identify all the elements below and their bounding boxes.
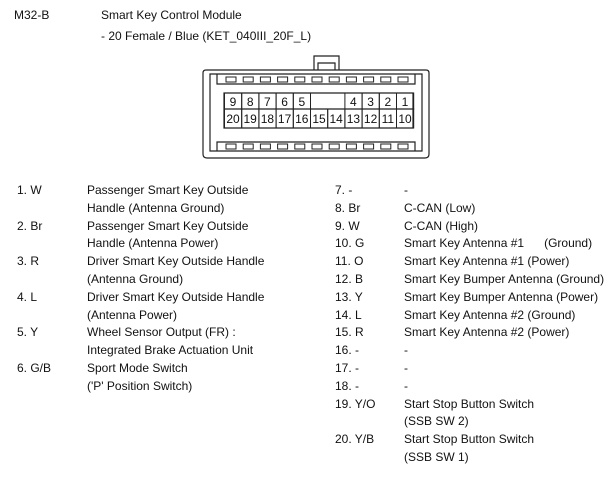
bottom-tooth bbox=[329, 144, 339, 149]
pin-id: 10. G bbox=[335, 236, 365, 251]
pin-number: 20 bbox=[226, 112, 240, 126]
pin-id: 16. - bbox=[335, 343, 360, 358]
module-title: Smart Key Control Module bbox=[101, 8, 242, 22]
connector-code: M32-B bbox=[14, 8, 50, 22]
pin-number: 2 bbox=[384, 95, 392, 109]
bottom-tooth bbox=[312, 144, 322, 149]
pin-description: ('P' Position Switch) bbox=[87, 378, 193, 393]
pin-description: Smart Key Antenna #2 (Ground) bbox=[404, 307, 576, 322]
connector-diagram bbox=[0, 0, 614, 170]
pin-description: Start Stop Button Switch bbox=[404, 432, 535, 447]
pin-number: 8 bbox=[246, 95, 254, 109]
pin-row bbox=[17, 289, 317, 307]
bottom-tooth bbox=[364, 144, 374, 149]
pin-description: Handle (Antenna Ground) bbox=[87, 200, 225, 215]
pin-description: - bbox=[404, 360, 408, 375]
pin-row bbox=[335, 182, 610, 200]
pin-id: 11. O bbox=[335, 254, 364, 269]
pin-description: C-CAN (High) bbox=[404, 218, 479, 233]
pin-row bbox=[335, 413, 610, 431]
pin-description: Smart Key Bumper Antenna (Ground) bbox=[404, 271, 605, 286]
pin-row bbox=[17, 360, 317, 378]
pin-row bbox=[335, 235, 610, 253]
top-tooth bbox=[226, 77, 236, 82]
pin-number: 14 bbox=[329, 112, 343, 126]
pin-id: 5. Y bbox=[17, 325, 39, 340]
pin-number: 7 bbox=[264, 95, 271, 109]
pin-id: 15. R bbox=[335, 325, 364, 340]
bottom-tooth bbox=[295, 144, 305, 149]
pin-row bbox=[335, 431, 610, 449]
top-tooth bbox=[312, 77, 322, 82]
pin-description: - bbox=[404, 378, 408, 393]
pin-description: Driver Smart Key Outside Handle bbox=[87, 254, 265, 269]
pin-description: (SSB SW 2) bbox=[404, 414, 469, 429]
pin-number: 6 bbox=[281, 95, 288, 109]
pin-number: 1 bbox=[401, 95, 409, 109]
pin-number: 15 bbox=[312, 112, 326, 126]
pin-row bbox=[17, 182, 317, 200]
pin-row bbox=[335, 342, 610, 360]
pin-row bbox=[335, 218, 610, 236]
pin-description: Passenger Smart Key Outside bbox=[87, 183, 249, 197]
pin-id: 7. - bbox=[335, 183, 353, 197]
pin-row bbox=[17, 271, 317, 289]
pin-id: 19. Y/O bbox=[335, 396, 376, 411]
top-tooth bbox=[346, 77, 356, 82]
pin-number: 16 bbox=[295, 112, 309, 126]
pin-number: 9 bbox=[229, 95, 237, 109]
top-tooth bbox=[398, 77, 408, 82]
pin-description: Driver Smart Key Outside Handle bbox=[87, 289, 265, 304]
pin-description: C-CAN (Low) bbox=[404, 200, 476, 215]
pin-description: Start Stop Button Switch bbox=[404, 396, 535, 411]
pin-id: 17. - bbox=[335, 360, 360, 375]
pin-row bbox=[335, 253, 610, 271]
pin-description: Handle (Antenna Power) bbox=[87, 236, 219, 251]
bottom-tooth bbox=[346, 144, 356, 149]
pin-number: 12 bbox=[363, 112, 378, 126]
pin-number: 13 bbox=[346, 112, 361, 126]
connector-bottom-teeth bbox=[217, 142, 415, 151]
pin-id: 20. Y/B bbox=[335, 432, 375, 447]
pin-id: 9. W bbox=[335, 218, 360, 233]
connector-spec: - 20 Female / Blue (KET_040III_20F_L) bbox=[101, 29, 312, 43]
pin-row bbox=[17, 218, 317, 236]
pin-id: 18. - bbox=[335, 378, 360, 393]
pin-id: 14. L bbox=[335, 307, 362, 322]
bottom-tooth bbox=[226, 144, 236, 149]
pin-description: - bbox=[404, 343, 408, 358]
top-tooth bbox=[260, 77, 270, 82]
top-tooth bbox=[278, 77, 288, 82]
pin-row bbox=[17, 235, 317, 253]
pin-list-left bbox=[17, 182, 317, 396]
pin-id: 6. G/B bbox=[17, 360, 52, 375]
pin-row bbox=[17, 253, 317, 271]
pin-id: 4. L bbox=[17, 289, 38, 304]
pin-description: (Antenna Power) bbox=[87, 307, 178, 322]
pin-row bbox=[17, 378, 317, 396]
pin-row bbox=[335, 449, 610, 467]
pin-row bbox=[17, 324, 317, 342]
pin-description: Sport Mode Switch bbox=[87, 360, 188, 375]
pin-number: 18 bbox=[260, 112, 275, 126]
pin-description: Smart Key Antenna #1 (Ground) bbox=[404, 236, 593, 251]
pin-number: 4 bbox=[350, 95, 357, 109]
pin-description: Passenger Smart Key Outside bbox=[87, 218, 249, 233]
bottom-tooth bbox=[278, 144, 288, 149]
top-tooth bbox=[243, 77, 253, 82]
pin-id: 13. Y bbox=[335, 289, 363, 304]
pin-row bbox=[17, 200, 317, 218]
pin-description: Smart Key Antenna #1 (Power) bbox=[404, 254, 570, 269]
pin-number: 19 bbox=[243, 112, 257, 126]
pin-id: 12. B bbox=[335, 271, 364, 286]
pin-row bbox=[17, 342, 317, 360]
pin-description: - bbox=[404, 183, 408, 197]
top-tooth bbox=[329, 77, 339, 82]
pin-description: Integrated Brake Actuation Unit bbox=[87, 343, 254, 358]
pin-description: Smart Key Bumper Antenna (Power) bbox=[404, 289, 599, 304]
pin-row bbox=[335, 378, 610, 396]
pin-description: (SSB SW 1) bbox=[404, 449, 469, 464]
pin-number: 10 bbox=[398, 112, 412, 126]
pin-id: 8. Br bbox=[335, 200, 361, 215]
pin-description: Wheel Sensor Output (FR) : bbox=[87, 325, 236, 340]
bottom-tooth bbox=[381, 144, 391, 149]
pin-description: (Antenna Ground) bbox=[87, 271, 184, 286]
top-tooth bbox=[381, 77, 391, 82]
bottom-tooth bbox=[260, 144, 270, 149]
bottom-tooth bbox=[398, 144, 408, 149]
pin-number: 3 bbox=[367, 95, 374, 109]
pin-id: 1. W bbox=[17, 183, 42, 197]
pin-row bbox=[335, 271, 610, 289]
pin-row bbox=[335, 360, 610, 378]
pin-number: 17 bbox=[277, 112, 292, 126]
pin-row bbox=[335, 289, 610, 307]
top-tooth bbox=[295, 77, 305, 82]
pin-row bbox=[17, 307, 317, 325]
pin-list-right bbox=[335, 182, 610, 467]
bottom-tooth bbox=[243, 144, 253, 149]
pin-number: 11 bbox=[381, 112, 395, 126]
pin-row bbox=[335, 324, 610, 342]
pin-description: Smart Key Antenna #2 (Power) bbox=[404, 325, 570, 340]
pin-row bbox=[335, 200, 610, 218]
top-tooth bbox=[364, 77, 374, 82]
pin-id: 2. Br bbox=[17, 218, 43, 233]
pin-number: 5 bbox=[298, 95, 306, 109]
pin-id: 3. R bbox=[17, 254, 40, 269]
pin-row bbox=[335, 396, 610, 414]
pin-row bbox=[335, 307, 610, 325]
